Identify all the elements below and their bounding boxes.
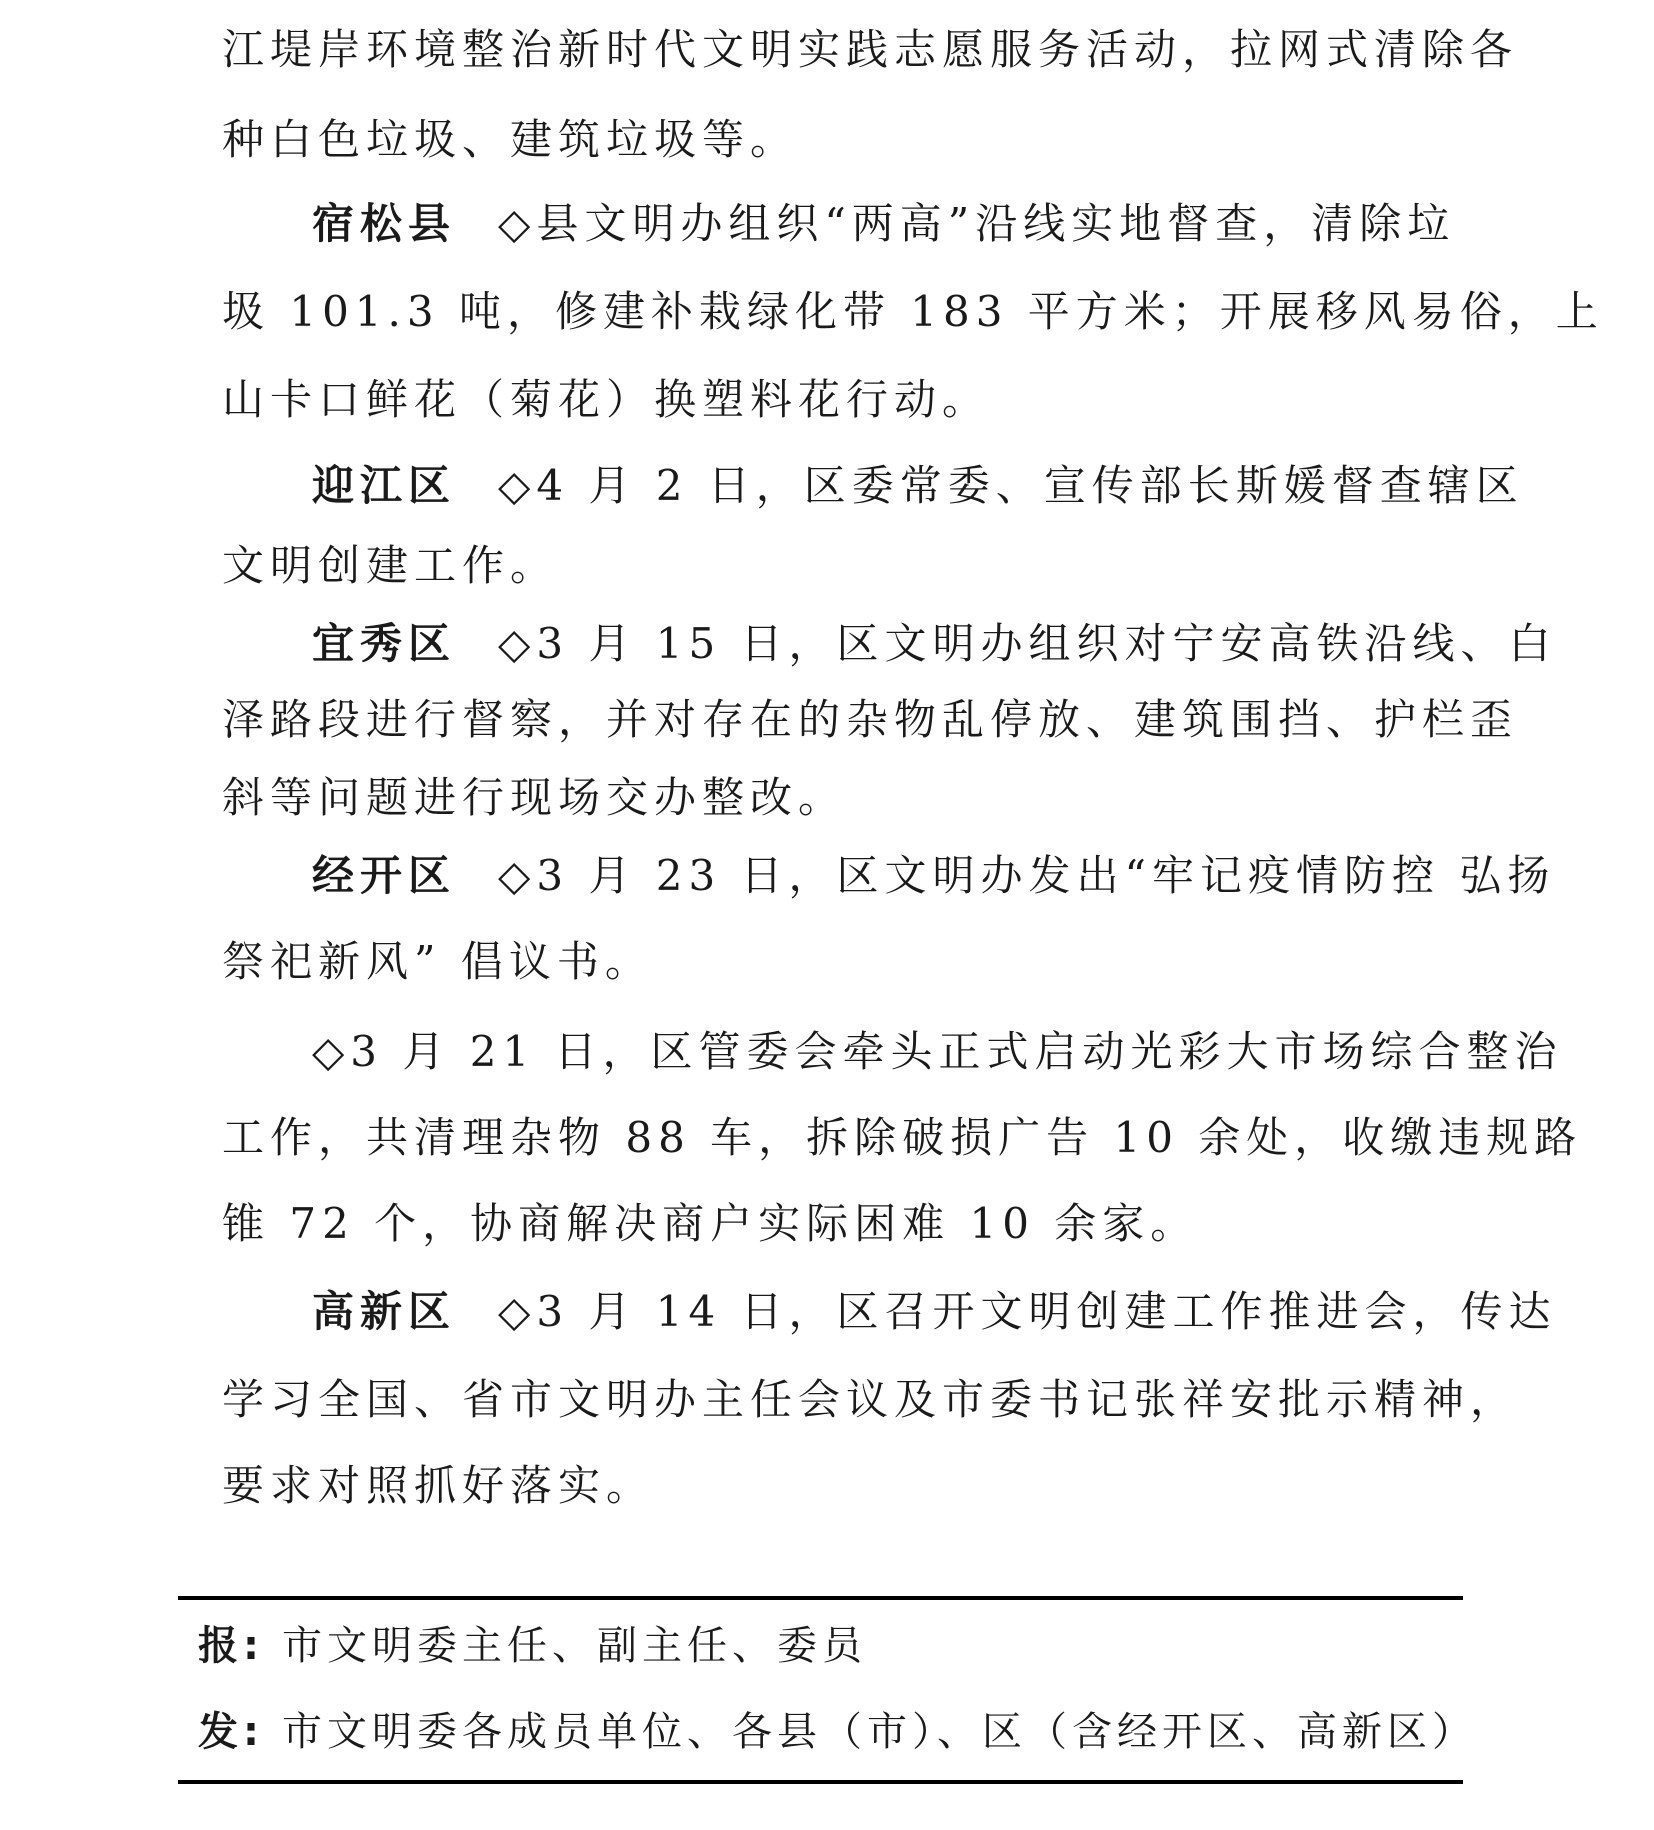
body-line: 文明创建工作。: [222, 541, 559, 590]
send-recipients: 市文明委各成员单位、各县（市）、区（含经开区、高新区）: [282, 1709, 1477, 1755]
body-line: 锥 72 个，协商解决商户实际困难 10 余家。: [222, 1199, 1199, 1248]
body-line: 山卡口鲜花（菊花）换塑料花行动。: [222, 375, 991, 424]
body-line: 祭祀新风” 倡议书。: [222, 937, 653, 986]
district-label: 高新区: [312, 1287, 457, 1336]
report-recipients: 市文明委主任、副主任、委员: [282, 1623, 867, 1669]
body-line: 工作，共清理杂物 88 车，拆除破损广告 10 余处，收缴违规路: [222, 1113, 1583, 1162]
body-text: ◇3 月 23 日，区文明办发出“牢记疫情防控 弘扬: [498, 851, 1556, 900]
body-line: ◇3 月 21 日，区管委会牵头正式启动光彩大市场综合整治: [312, 1027, 1563, 1076]
send-label: 发:: [198, 1709, 264, 1755]
district-label: 迎江区: [312, 461, 457, 510]
body-line: 圾 101.3 吨，修建补栽绿化带 183 平方米；开展移风易俗，上: [222, 287, 1604, 336]
footer-top-rule: [178, 1596, 1463, 1600]
paragraph-susong: [312, 196, 1455, 252]
district-label: 经开区: [312, 851, 457, 900]
report-label: 报:: [198, 1623, 264, 1669]
report-to-line: [198, 1618, 867, 1674]
body-text: ◇3 月 14 日，区召开文明创建工作推进会，传达: [498, 1287, 1557, 1336]
paragraph-gaoxin: [312, 1284, 1557, 1340]
paragraph-yingjiang: [312, 458, 1524, 514]
body-line: 泽路段进行督察，并对存在的杂物乱停放、建筑围挡、护栏歪: [222, 695, 1519, 744]
send-to-line: [198, 1704, 1477, 1760]
paragraph-jingkai: [312, 848, 1555, 904]
footer-bottom-rule: [178, 1780, 1463, 1784]
body-line: 要求对照抓好落实。: [222, 1461, 655, 1510]
paragraph-yixiu: [312, 616, 1557, 672]
district-label: 宜秀区: [312, 619, 457, 668]
body-line: 种白色垃圾、建筑垃圾等。: [222, 115, 799, 164]
body-line: 斜等问题进行现场交办整改。: [222, 773, 847, 822]
body-text: ◇4 月 2 日，区委常委、宣传部长斯媛督查辖区: [498, 461, 1524, 510]
body-line: 江堤岸环境整治新时代文明实践志愿服务活动，拉网式清除各: [222, 25, 1519, 74]
body-text: ◇3 月 15 日，区文明办组织对宁安高铁沿线、白: [498, 619, 1557, 668]
body-text: ◇县文明办组织“两高”沿线实地督查，清除垃: [498, 199, 1456, 248]
county-label: 宿松县: [312, 199, 457, 248]
body-line: 学习全国、省市文明办主任会议及市委书记张祥安批示精神，: [222, 1375, 1519, 1424]
